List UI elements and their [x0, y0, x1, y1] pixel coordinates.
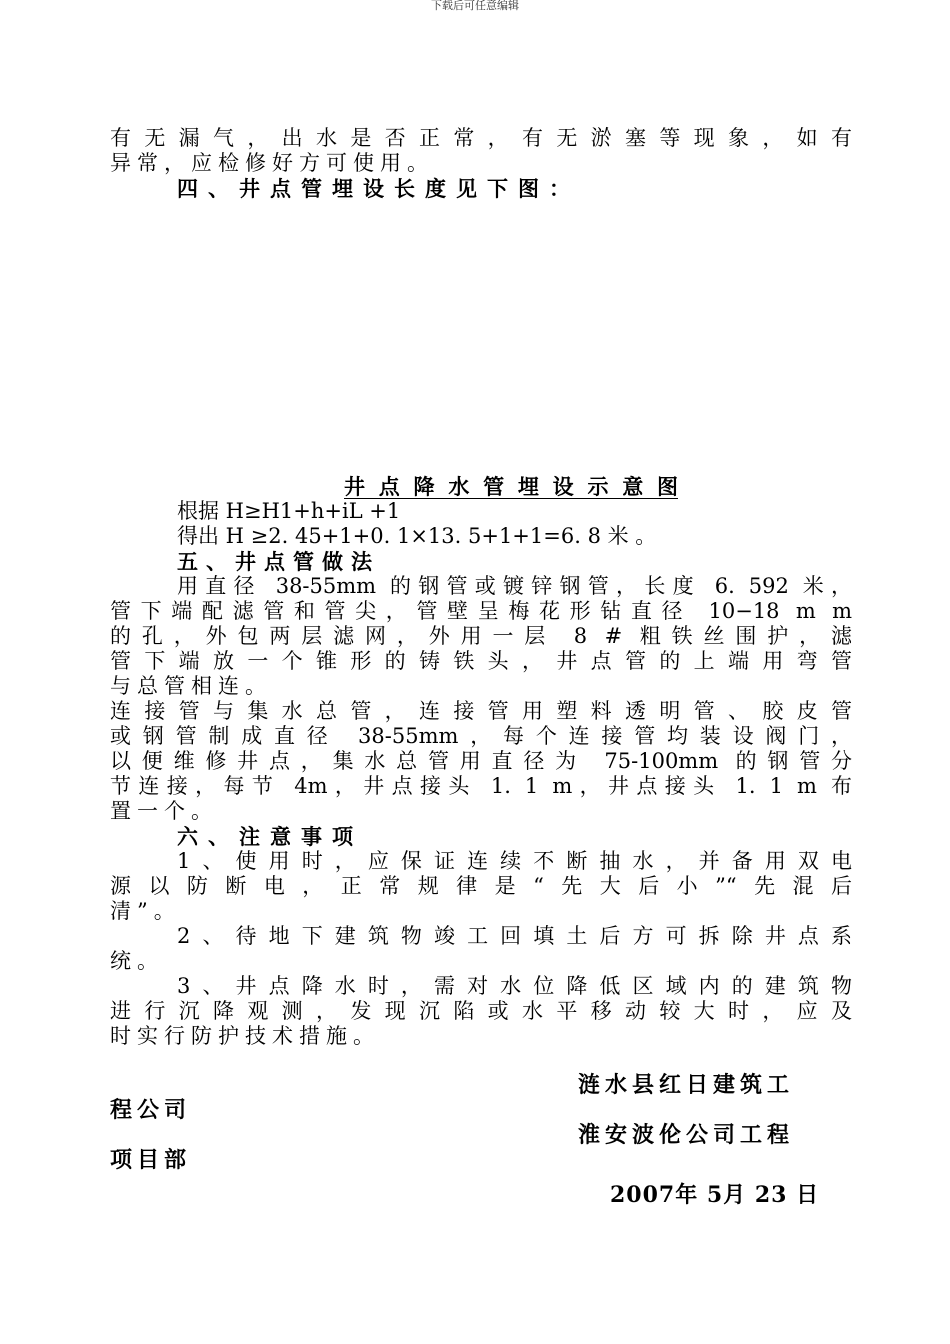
paragraph-line: 用直径 38-55mm 的钢管或镀锌钢管，长度 6. 592 米， [177, 574, 852, 598]
paragraph-line: 置一个。 [110, 799, 218, 823]
paragraph-line: 的孔，外包两层滤网，外用一层 8 # 粗铁丝围护，滤 [110, 624, 852, 648]
section-heading-5: 五、井点管做法 [177, 549, 380, 574]
paragraph-line: 异常，应检修好方可使用。 [110, 151, 434, 175]
signature-org-2-cont: 项目部 [110, 1147, 192, 1173]
paragraph-line: 源以防断电，正常规律是“先大后小”“先混后 [110, 874, 852, 898]
paragraph-line: 连接管与集水总管，连接管用塑料透明管、胶皮管 [110, 699, 852, 723]
paragraph-line: 2、待地下建筑物竣工回填土后方可拆除井点系 [177, 924, 852, 948]
paragraph-line: 管下端配滤管和管尖，管壁呈梅花形钻直径 10−18 m m [110, 599, 852, 623]
signature-org-2: 淮安波伦公司工程 [578, 1122, 795, 1148]
signature-org-1-cont: 程公司 [110, 1097, 192, 1123]
paragraph-line: 进行沉降观测，发现沉陷或水平移动较大时，应及 [110, 999, 852, 1023]
figure-caption: 井点降水管埋设示意图 [344, 474, 678, 499]
signature-org-1: 涟水县红日建筑工 [578, 1072, 795, 1098]
signature-date: 2007年 5月 23 日 [610, 1182, 820, 1208]
formula-line: 根据 H≥H1+h+iL +1 [177, 499, 401, 523]
paragraph-line: 节连接，每节 4m，井点接头 1. 1 m，井点接头 1. 1 m 布 [110, 774, 852, 798]
page-header-note: 下载后可任意编辑 [431, 0, 519, 12]
formula-result-line: 得出 H ≥2. 45+1+0. 1×13. 5+1+1=6. 8 米 。 [177, 524, 657, 548]
paragraph-line: 统。 [110, 949, 164, 973]
paragraph-line: 1、使用时，应保证连续不断抽水，并备用双电 [177, 849, 852, 873]
paragraph-line: 以便维修井点，集水总管用直径为 75-100mm 的钢管分 [110, 749, 852, 773]
paragraph-line: 或钢管制成直径 38-55mm，每个连接管均装设阀门， [110, 724, 852, 748]
paragraph-line: 与总管相连。 [110, 674, 272, 698]
paragraph-line: 管下端放一个锥形的铸铁头，井点管的上端用弯管 [110, 649, 852, 673]
section-heading-4: 四、井点管埋设长度见下图： [177, 176, 580, 201]
paragraph-line: 清”。 [110, 899, 181, 923]
paragraph-line: 时实行防护技术措施。 [110, 1024, 380, 1048]
paragraph-line: 3、井点降水时，需对水位降低区域内的建筑物 [177, 974, 852, 998]
paragraph-line: 有无漏气，出水是否正常，有无淤塞等现象，如有 [110, 126, 852, 150]
section-heading-6: 六、注意事项 [177, 824, 363, 849]
